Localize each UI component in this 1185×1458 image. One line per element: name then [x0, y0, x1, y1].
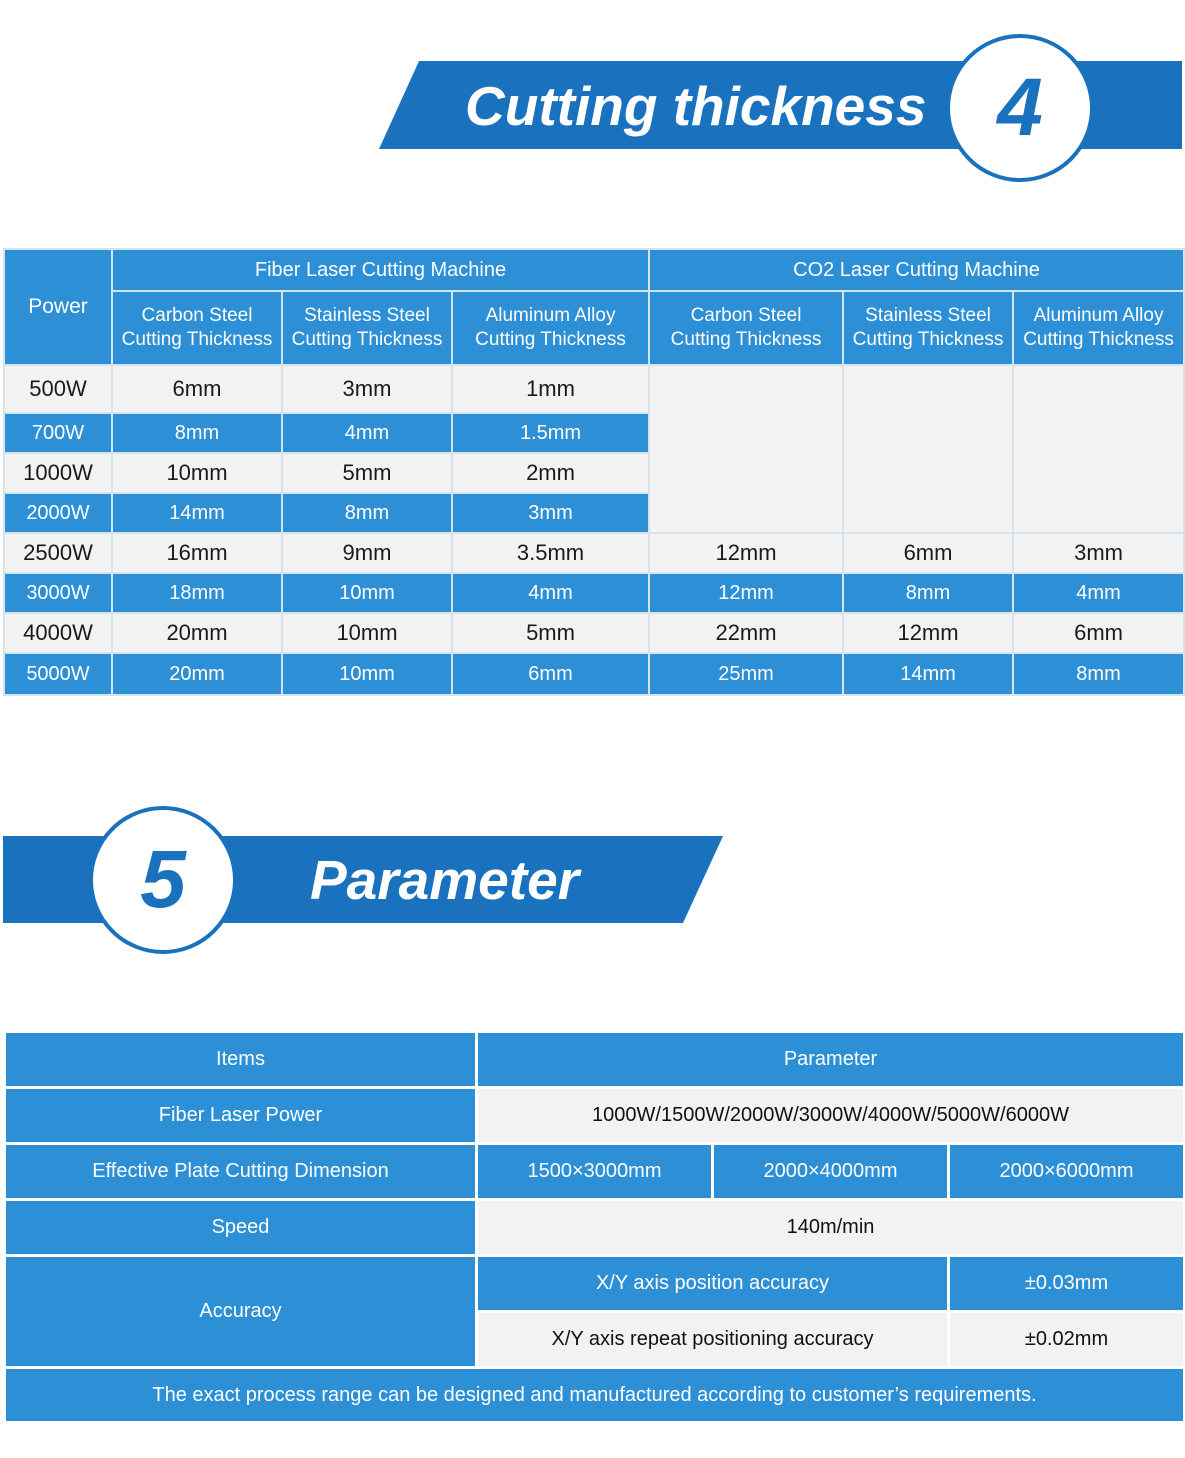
power-cell: 5000W [4, 653, 112, 695]
thickness-cell: 22mm [649, 613, 843, 653]
power-cell: 4000W [4, 613, 112, 653]
power-cell: 2000W [4, 493, 112, 533]
param-footer-row [5, 1368, 1185, 1423]
param-header-row [5, 1032, 1185, 1088]
thickness-cell: 8mm [282, 493, 452, 533]
thickness-cell: 14mm [843, 653, 1013, 695]
column-header-line: Cutting Thickness [291, 329, 443, 350]
param-row-speed [5, 1200, 1185, 1256]
thickness-table-body [4, 365, 1184, 695]
items-header: Items [5, 1032, 477, 1088]
thickness-cell: 3.5mm [452, 533, 649, 573]
thickness-cell: 5mm [452, 613, 649, 653]
param-row-dimension [5, 1144, 1185, 1200]
column-header-line: Cutting Thickness [852, 329, 1004, 350]
thickness-cell: 20mm [112, 653, 282, 695]
cutting-thickness-table [3, 248, 1185, 696]
thickness-cell: 12mm [843, 613, 1013, 653]
thickness-cell: 4mm [1013, 573, 1184, 613]
thickness-cell: 2mm [452, 453, 649, 493]
power-cell: 2500W [4, 533, 112, 573]
thickness-cell: 4mm [282, 413, 452, 453]
thickness-cell: 8mm [1013, 653, 1184, 695]
thickness-cell: 3mm [282, 365, 452, 413]
thickness-cell: 3mm [1013, 533, 1184, 573]
column-header-line: Cutting Thickness [670, 329, 822, 350]
thickness-cell: 10mm [282, 653, 452, 695]
section-number: 4 [997, 62, 1043, 153]
dimension-value: 2000×6000mm [949, 1144, 1185, 1200]
power-cell: 1000W [4, 453, 112, 493]
dimension-value: 2000×4000mm [713, 1144, 949, 1200]
table-row [4, 653, 1184, 695]
param-value: 140m/min [477, 1200, 1185, 1256]
accuracy-value: ±0.02mm [949, 1312, 1185, 1368]
param-row-accuracy-1 [5, 1256, 1185, 1312]
table-row [4, 533, 1184, 573]
dimension-value: 1500×3000mm [477, 1144, 713, 1200]
column-header-line: Cutting Thickness [475, 329, 626, 350]
column-header-line: Cutting Thickness [1023, 329, 1174, 350]
thickness-cell: 14mm [112, 493, 282, 533]
thickness-cell: 6mm [1013, 613, 1184, 653]
thickness-cell: 5mm [282, 453, 452, 493]
param-label: Fiber Laser Power [5, 1088, 477, 1144]
thickness-cell: 8mm [112, 413, 282, 453]
thickness-cell: 1.5mm [452, 413, 649, 453]
thickness-cell: 4mm [452, 573, 649, 613]
accuracy-label: X/Y axis position accuracy [477, 1256, 949, 1312]
column-header [1013, 291, 1184, 365]
section-number: 5 [140, 834, 186, 925]
param-row-fiber-power [5, 1088, 1185, 1144]
thickness-cell: 6mm [843, 533, 1013, 573]
thickness-cell: 10mm [112, 453, 282, 493]
thickness-cell: 1mm [452, 365, 649, 413]
param-label: Accuracy [5, 1256, 477, 1368]
table-row [4, 573, 1184, 613]
section-title: Parameter [310, 849, 580, 911]
section-number-badge [946, 34, 1094, 182]
column-header-line: Carbon Steel [690, 305, 802, 326]
column-header [649, 291, 843, 365]
thickness-cell: 6mm [112, 365, 282, 413]
param-label: Effective Plate Cutting Dimension [5, 1144, 477, 1200]
column-header [112, 291, 282, 365]
thickness-cell: 3mm [452, 493, 649, 533]
table-row [4, 365, 1184, 413]
power-cell: 3000W [4, 573, 112, 613]
power-cell: 700W [4, 413, 112, 453]
column-header-line: Cutting Thickness [121, 329, 273, 350]
empty-cell [649, 365, 843, 533]
section-title: Cutting thickness [465, 75, 927, 137]
column-header [843, 291, 1013, 365]
accuracy-label: X/Y axis repeat positioning accuracy [477, 1312, 949, 1368]
section-number-badge [89, 806, 237, 954]
power-cell: 500W [4, 365, 112, 413]
column-header-line: Aluminum Alloy [1033, 305, 1164, 326]
co2-group-header: CO2 Laser Cutting Machine [649, 249, 1184, 291]
thickness-cell: 18mm [112, 573, 282, 613]
column-header-line: Stainless Steel [304, 305, 430, 326]
thickness-cell: 16mm [112, 533, 282, 573]
fiber-group-header: Fiber Laser Cutting Machine [112, 249, 649, 291]
column-header-line: Aluminum Alloy [485, 305, 616, 326]
table-row [4, 613, 1184, 653]
column-header-row [4, 291, 1184, 365]
column-header-line: Stainless Steel [865, 305, 991, 326]
thickness-cell: 8mm [843, 573, 1013, 613]
empty-cell [1013, 365, 1184, 533]
footer-note: The exact process range can be designed and manufactured according to customer’s requirements. [5, 1368, 1185, 1423]
thickness-cell: 10mm [282, 613, 452, 653]
parameter-header: Parameter [477, 1032, 1185, 1088]
column-header [452, 291, 649, 365]
param-value: 1000W/1500W/2000W/3000W/4000W/5000W/6000W [477, 1088, 1185, 1144]
thickness-cell: 6mm [452, 653, 649, 695]
empty-cell [843, 365, 1013, 533]
thickness-cell: 9mm [282, 533, 452, 573]
thickness-cell: 25mm [649, 653, 843, 695]
param-label: Speed [5, 1200, 477, 1256]
thickness-cell: 10mm [282, 573, 452, 613]
column-header [282, 291, 452, 365]
thickness-cell: 12mm [649, 533, 843, 573]
thickness-cell: 20mm [112, 613, 282, 653]
column-header-line: Carbon Steel [141, 305, 253, 326]
parameter-table [3, 1030, 1185, 1424]
accuracy-value: ±0.03mm [949, 1256, 1185, 1312]
thickness-cell: 12mm [649, 573, 843, 613]
power-header: Power [4, 249, 112, 365]
